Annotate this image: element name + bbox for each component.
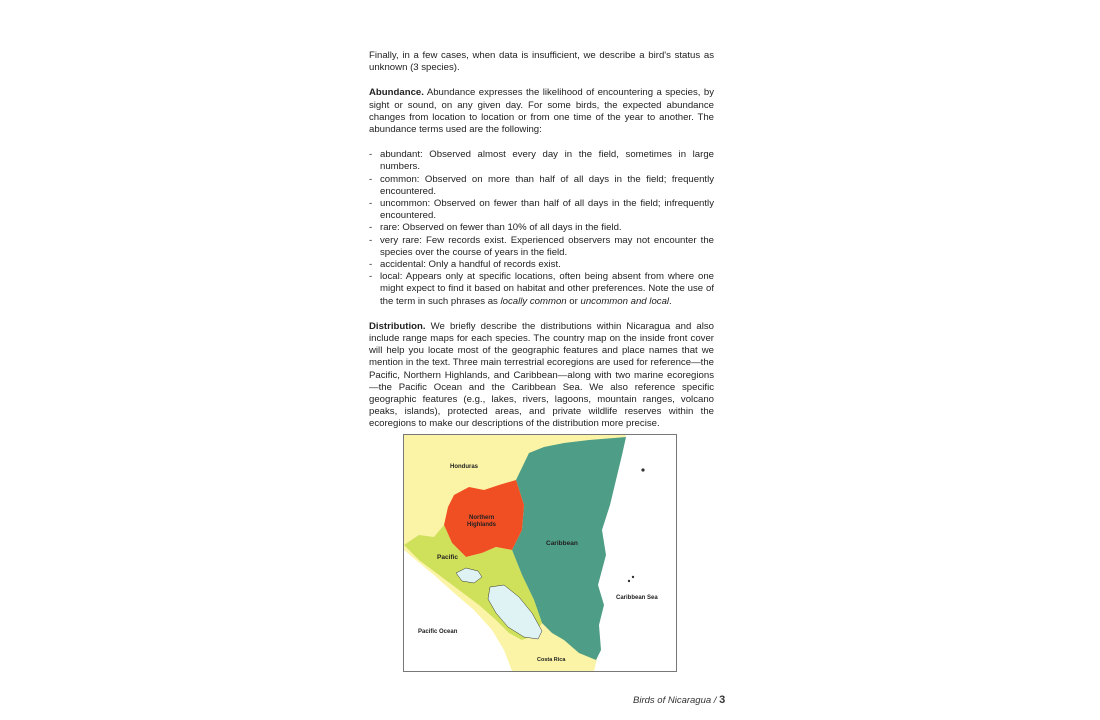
distribution-heading: Distribution.	[369, 320, 426, 332]
list-item: - abundant: Observed almost every day in the field, sometimes in large numbers.	[369, 149, 714, 173]
island-marker	[632, 576, 634, 578]
intro-paragraph: Finally, in a few cases, when data is insufficient, we describe a bird's status as unknown (3 species).	[369, 50, 714, 74]
label-honduras: Honduras	[450, 464, 479, 470]
label-caribbean: Caribbean	[546, 540, 578, 547]
page-number: 3	[719, 694, 726, 706]
label-pacific-ocean: Pacific Ocean	[418, 629, 458, 635]
abundance-paragraph	[369, 87, 714, 136]
distribution-text: We briefly describe the distributions within Nicaragua and also include range maps for each species. The country map on the inside front cover will help you locate most of the geographic features and place names that we mention in the text. Three main terrestrial ecoregions are used for reference—the Pacific, Northern Highlands, and Caribbean—along with two marine ecoregions—the Pacific Ocean and the Caribbean Sea. We also reference specific geographic features (e.g., lakes, rivers, lagoons, mountain ranges, volcano peaks, islands), protected areas, and private wildlife reserves within the ecoregions to make our descriptions of the distribution more precise.	[369, 320, 714, 430]
list-item: - common: Observed on more than half of all days in the field; frequently encountered.	[369, 173, 714, 197]
label-northern-highlands-1: Northern	[469, 515, 495, 521]
abundance-text: Abundance expresses the likelihood of encountering a species, by sight or sound, on any given day. For some birds, the expected abundance changes from location to location or from one time of the year to another. The abundance terms used are the following:	[369, 87, 714, 136]
book-title: Birds of Nicaragua /	[633, 695, 717, 706]
list-item: - uncommon: Observed on fewer than half of all days in the field; infrequently encountered.	[369, 198, 714, 222]
corn-island-marker	[641, 468, 644, 471]
list-item: - rare: Observed on fewer than 10% of all days in the field.	[369, 222, 622, 234]
distribution-paragraph	[369, 321, 714, 431]
ecoregion-map-svg	[404, 435, 676, 671]
list-item: - accidental: Only a handful of records exist.	[369, 259, 561, 271]
page-footer	[633, 694, 725, 706]
abundance-terms-list	[369, 149, 714, 308]
island-marker	[628, 580, 630, 582]
list-item: - local: Appears only at specific locations, often being absent from where one might expect to find it based on habitat and other preferences. Note the use of the term in such phrases as locally common or uncommon and local.	[369, 271, 714, 307]
label-caribbean-sea: Caribbean Sea	[616, 595, 658, 601]
label-pacific: Pacific	[437, 554, 458, 561]
abundance-heading: Abundance.	[369, 87, 424, 99]
list-item: - very rare: Few records exist. Experienced observers may not encounter the species over the course of years in the field.	[369, 234, 714, 258]
label-costa-rica: Costa Rica	[537, 657, 566, 663]
label-northern-highlands-2: Highlands	[467, 522, 497, 528]
ecoregion-map	[403, 434, 677, 672]
text-column	[369, 50, 714, 431]
